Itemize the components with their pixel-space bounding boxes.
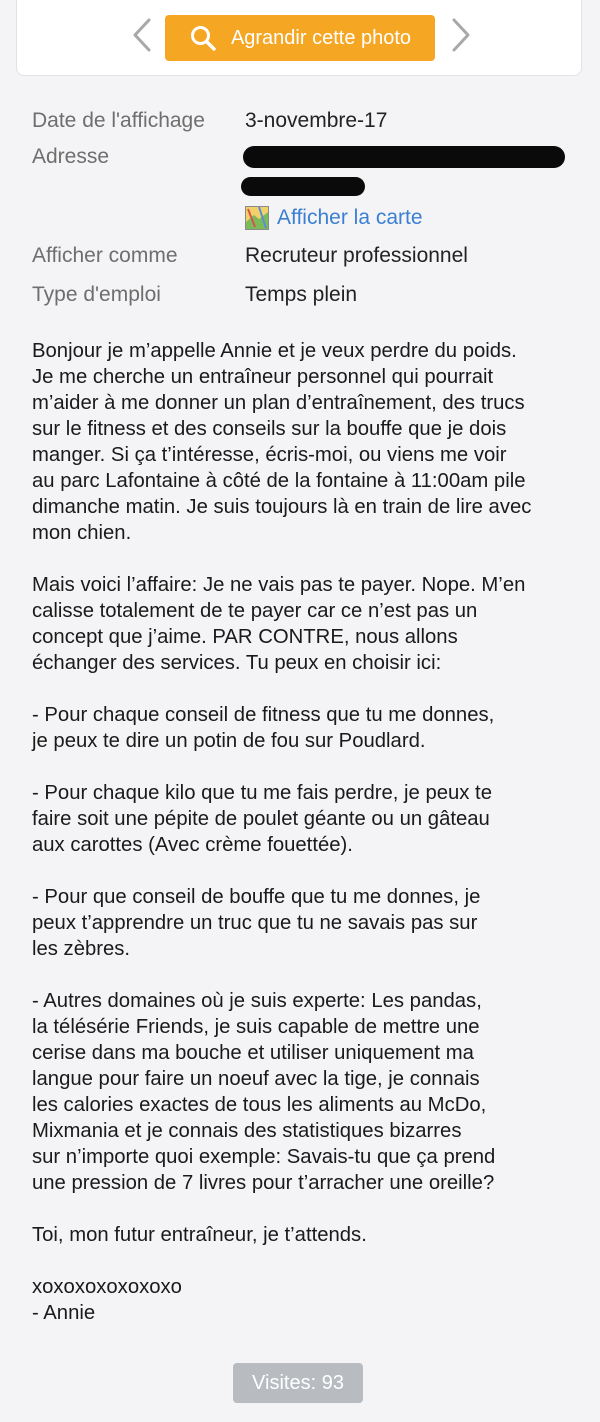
job-type-value: Temps plein <box>245 283 358 306</box>
description-line: les zèbres. <box>32 938 131 960</box>
description-line: xoxoxoxoxoxoxo <box>32 1276 182 1298</box>
description-line: Toi, mon futur entraîneur, je t’attends. <box>32 1224 367 1246</box>
description-line: calisse totalement de te payer car ce n’est pas un <box>32 600 478 622</box>
enlarge-photo-label: Agrandir cette photo <box>230 26 412 49</box>
address-redaction-line-2 <box>241 177 365 196</box>
description-paragraph <box>32 572 588 676</box>
description-line: une pression de 7 livres pour t’arracher une oreille? <box>32 1172 495 1194</box>
description-paragraph <box>32 1222 588 1248</box>
description-line: cerise dans ma bouche et utiliser uniquement ma <box>32 1042 474 1064</box>
description-line: mon chien. <box>32 522 132 544</box>
description-line: concept que j’aime. PAR CONTRE, nous allons <box>32 626 458 648</box>
description-line: Mais voici l’affaire: Je ne vais pas te payer. Nope. M’en <box>32 574 526 596</box>
description-line: Je me cherche un entraîneur personnel qui pourrait <box>32 366 494 388</box>
description-line: - Annie <box>32 1302 96 1324</box>
description-line: - Pour que conseil de bouffe que tu me donnes, je <box>32 886 481 908</box>
show-map-label: Afficher la carte <box>277 206 423 229</box>
chevron-left-icon[interactable] <box>130 17 154 53</box>
description-paragraph <box>32 338 588 546</box>
chevron-right-icon[interactable] <box>449 17 473 53</box>
description-line: dimanche matin. Je suis toujours là en train de lire avec <box>32 496 532 518</box>
address-redaction-line-1 <box>243 146 565 168</box>
description-line: la télésérie Friends, je suis capable de mettre une <box>32 1016 480 1038</box>
show-as-label: Afficher comme <box>32 244 178 267</box>
description-line: m’aider à me donner un plan d’entraînement, des trucs <box>32 392 525 414</box>
show-map-link[interactable] <box>245 206 423 230</box>
description-line: Bonjour je m’appelle Annie et je veux perdre du poids. <box>32 340 517 362</box>
description-line: peux t’apprendre un truc que tu ne savais pas sur <box>32 912 478 934</box>
address-label: Adresse <box>32 145 110 168</box>
description-line: sur le fitness et des conseils sur la bouffe que je dois <box>32 418 507 440</box>
description-line: langue pour faire un noeuf avec la tige, je connais <box>32 1068 480 1090</box>
description-paragraph <box>32 780 588 858</box>
description-line: échanger des services. Tu peux en choisir ici: <box>32 652 442 674</box>
photo-gallery-card <box>16 0 582 76</box>
description-line: faire soit une pépite de poulet géante ou un gâteau <box>32 808 490 830</box>
description-line: je peux te dire un potin de fou sur Poudlard. <box>32 730 426 752</box>
description-paragraph <box>32 884 588 962</box>
description-line: - Pour chaque kilo que tu me fais perdre, je peux te <box>32 782 492 804</box>
description-paragraph <box>32 1274 588 1326</box>
description-line: - Pour chaque conseil de fitness que tu me donnes, <box>32 704 495 726</box>
description-line: au parc Lafontaine à côté de la fontaine à 11:00am pile <box>32 470 526 492</box>
visits-counter-badge: Visites: 93 <box>233 1363 363 1403</box>
show-as-value: Recruteur professionnel <box>245 244 468 267</box>
description-line: les calories exactes de tous les aliments au McDo, <box>32 1094 487 1116</box>
description-line: sur n’importe quoi exemple: Savais-tu que ça prend <box>32 1146 496 1168</box>
posted-date-label: Date de l'affichage <box>32 109 205 132</box>
description-paragraph <box>32 702 588 754</box>
map-icon <box>245 206 269 230</box>
description-line: Mixmania et je connais des statistiques bizarres <box>32 1120 462 1142</box>
search-icon <box>189 24 217 52</box>
description-line: aux carottes (Avec crème fouettée). <box>32 834 353 856</box>
posted-date-value: 3-novembre-17 <box>245 109 388 132</box>
job-type-label: Type d'emploi <box>32 283 161 306</box>
enlarge-photo-button[interactable] <box>165 15 435 61</box>
listing-description <box>32 338 588 1352</box>
description-line: - Autres domaines où je suis experte: Les pandas, <box>32 990 482 1012</box>
description-paragraph <box>32 988 588 1196</box>
description-line: manger. Si ça t’intéresse, écris-moi, ou viens me voir <box>32 444 507 466</box>
